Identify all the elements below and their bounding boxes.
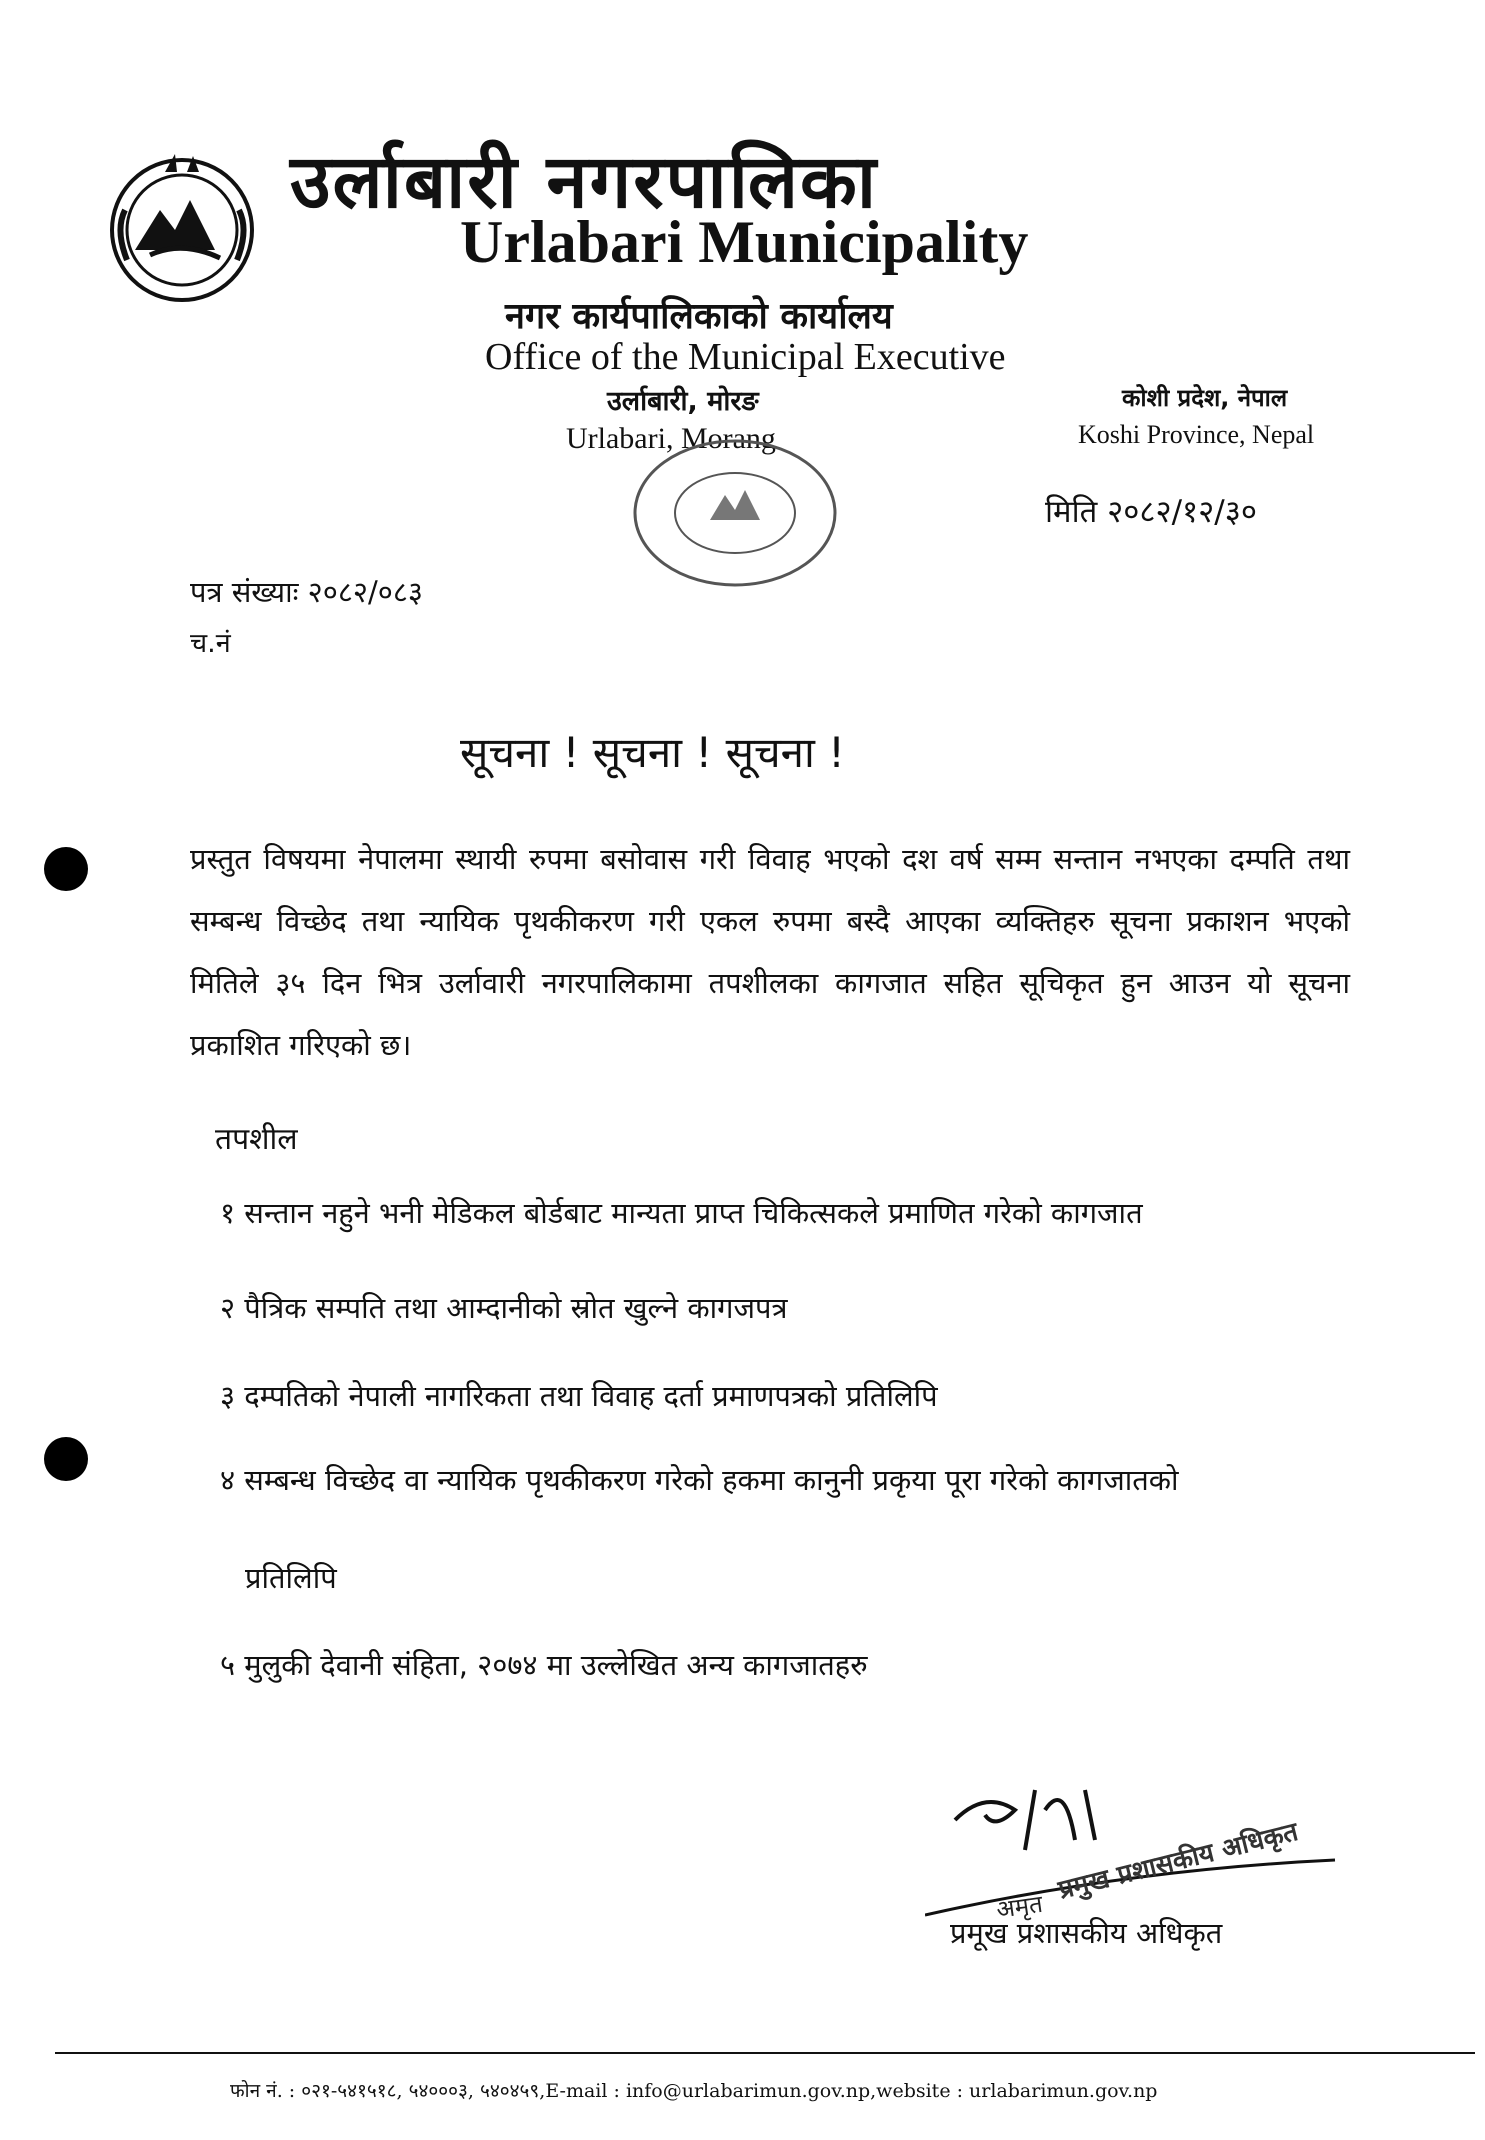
svg-text:प्रमुख प्रशासकीय अधिकृत: प्रमुख प्रशासकीय अधिकृत bbox=[1055, 1816, 1302, 1906]
office-title-nepali: नगर कार्यपालिकाको कार्यालय bbox=[505, 296, 893, 337]
detail-item: ५ मुलुकी देवानी संहिता, २०७४ मा उल्लेखित अन्य कागजातहरु bbox=[220, 1648, 868, 1682]
location-english: Urlabari, Morang bbox=[566, 422, 776, 455]
signer-title: प्रमूख प्रशासकीय अधिकृत bbox=[950, 1916, 1223, 1950]
detail-item: १ सन्तान नहुने भनी मेडिकल बोर्डबाट मान्यता प्राप्त चिकित्सकले प्रमाणित गरेको कागजात bbox=[220, 1196, 1143, 1230]
footer-contact: फोन नं. : ०२१-५४१५१८, ५४०००३, ५४०४५९,E-mail : info@urlabarimun.gov.np,website : urlabarimun.gov.np bbox=[230, 2080, 1158, 2102]
footer-divider bbox=[55, 2052, 1475, 2054]
municipality-emblem-icon bbox=[105, 150, 260, 305]
office-stamp bbox=[620, 425, 850, 600]
detail-item: २ पैत्रिक सम्पति तथा आम्दानीको स्रोत खुल्ने कागजपत्र bbox=[220, 1291, 788, 1325]
detail-item-continuation: प्रतिलिपि bbox=[245, 1561, 337, 1595]
province-english: Koshi Province, Nepal bbox=[1078, 420, 1315, 449]
detail-item: ४ सम्बन्ध विच्छेद वा न्यायिक पृथकीकरण गरेको हकमा कानुनी प्रकृया पूरा गरेको कागजातको bbox=[220, 1463, 1179, 1497]
notice-body: प्रस्तुत विषयमा नेपालमा स्थायी रुपमा बसोवास गरी विवाह भएको दश वर्ष सम्म सन्तान नभएका दम्पति तथा सम्बन्ध विच्छेद तथा न्यायिक पृथकीकरण गरी एकल रुपमा बस्दै आएका व्यक्तिहरु सूचना प्रकाशन भएको मितिले ३५ दिन भित्र उर्लावारी नगरपालिकामा तपशीलका कागजात सहित सूचिकृत हुन आउन यो सूचना प्रकाशित गरिएको छ। bbox=[190, 842, 1350, 1062]
dispatch-number: च.नं bbox=[190, 628, 231, 659]
location-nepali: उर्लाबारी, मोरङ bbox=[607, 386, 759, 417]
province-nepali: कोशी प्रदेश, नेपाल bbox=[1122, 384, 1288, 412]
municipality-title-english: Urlabari Municipality bbox=[460, 209, 1029, 275]
letter-number: पत्र संख्याः २०८२/०८३ bbox=[190, 575, 424, 609]
office-title-english: Office of the Municipal Executive bbox=[485, 336, 1006, 378]
details-label: तपशील bbox=[215, 1122, 298, 1157]
svg-text:अमृत: अमृत bbox=[994, 1889, 1045, 1924]
detail-item: ३ दम्पतिको नेपाली नागरिकता तथा विवाह दर्ता प्रमाणपत्रको प्रतिलिपि bbox=[220, 1379, 938, 1413]
punch-hole-bottom bbox=[44, 1437, 88, 1481]
signature bbox=[925, 1750, 1345, 1930]
punch-hole-top bbox=[44, 847, 88, 891]
municipality-title-nepali: उर्लाबारी नगरपालिका bbox=[290, 139, 879, 225]
letter-date: मिति २०८२/१२/३० bbox=[1045, 494, 1257, 530]
notice-heading: सूचना ! सूचना ! सूचना ! bbox=[460, 728, 846, 777]
